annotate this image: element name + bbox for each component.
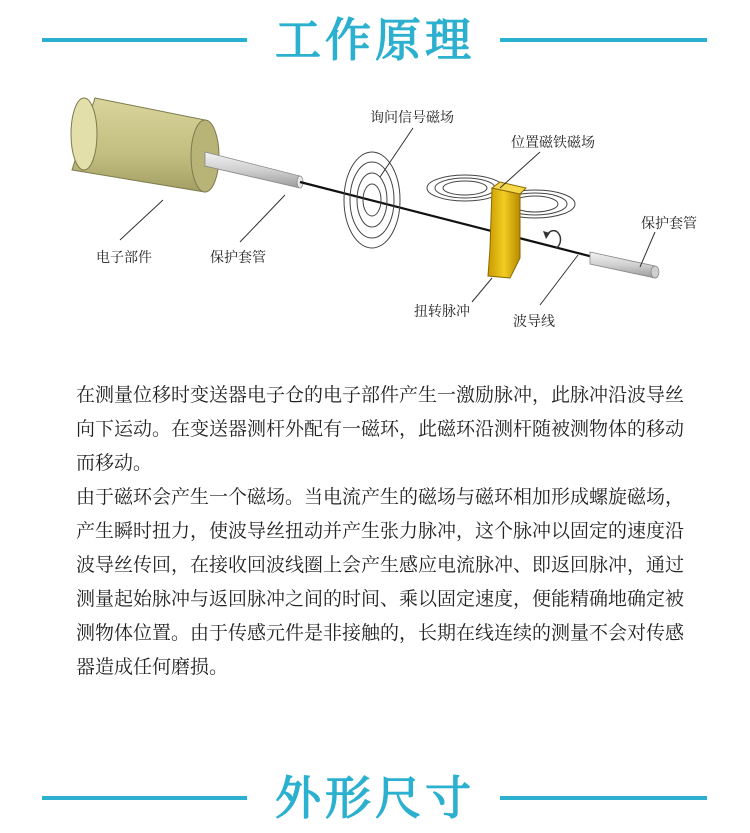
section-title: 工作原理 <box>275 13 475 67</box>
label-sleeve-right: 保护套管 <box>641 216 697 232</box>
description-paragraph-2: 由于磁环会产生一个磁场。当电流产生的磁场与磁环相加形成螺旋磁场，产生瞬时扭力，使波导丝扭动并产生张力脉冲，这个脉冲以固定的速度沿波导丝传回，在接收回波线圈上会产生感应电流脉冲、即返回脉冲，通过测量起始脉冲与返回脉冲之间的时间、乘以固定速度，便能精确地确定被测物体位置。由于传感元件是非接触的，长期在线连续的测量不会对传感器造成任何磨损。 <box>76 486 685 678</box>
leader-position-field <box>500 152 540 188</box>
leader-sleeve-right <box>640 232 655 267</box>
leader-sleeve-left <box>240 195 285 242</box>
position-magnet <box>488 182 526 278</box>
leader-torsion <box>472 278 492 302</box>
label-waveguide: 波导线 <box>513 314 555 330</box>
working-principle-description <box>76 378 686 684</box>
description-paragraph-1: 在测量位移时变送器电子仓的电子部件产生一激励脉冲，此脉冲沿波导丝向下运动。在变送器测杆外配有一磁环，此磁环沿测杆随被测物体的移动而移动。 <box>76 384 685 474</box>
header-rule-right <box>500 796 707 800</box>
label-torsion-pulse: 扭转脉冲 <box>414 304 470 320</box>
section-title: 外形尺寸 <box>275 771 475 825</box>
header-rule-left <box>42 38 247 42</box>
protective-sleeve-right <box>590 252 659 278</box>
label-electronics: 电子部件 <box>96 250 152 266</box>
header-rule-left <box>42 796 247 800</box>
leader-interrogation <box>380 128 413 177</box>
protective-sleeve-left <box>205 152 303 188</box>
section-header-working-principle <box>0 10 750 70</box>
leader-waveguide <box>540 255 578 305</box>
working-principle-diagram <box>0 80 750 370</box>
label-position-magnet-field: 位置磁铁磁场 <box>511 135 595 151</box>
header-rule-right <box>500 38 707 42</box>
electronics-unit <box>71 98 219 192</box>
section-header-dimensions <box>0 768 750 828</box>
label-interrogation-field: 询问信号磁场 <box>370 110 454 126</box>
leader-electronics <box>120 200 163 240</box>
label-sleeve-left: 保护套管 <box>210 250 266 266</box>
